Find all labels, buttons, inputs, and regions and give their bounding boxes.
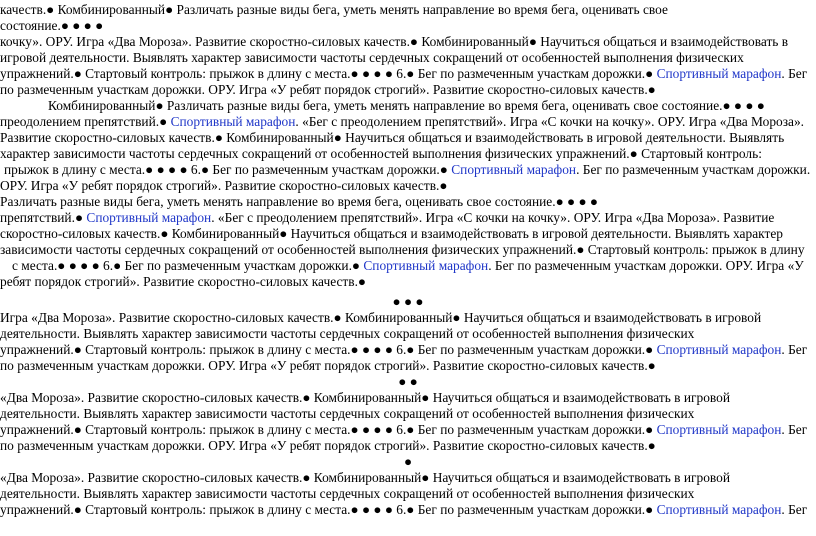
text-run: препятствий.● (0, 210, 87, 225)
text-line: ребят порядок строгий». Развитие скоростно-силовых качеств.● (0, 274, 367, 289)
text-line: деятельности. Выявлять характер зависимости частоты сердечных сокращений от особенностей выполнения физических (0, 406, 695, 421)
text-run: . «Бег с преодолением препятствий». Игра «С кочки на кочку». ОРУ. Игра «Два Мороза». (295, 114, 804, 129)
text-run: . Бег (781, 502, 808, 517)
text-line: состояние.● ● ● ● (0, 18, 104, 33)
text-line: «Два Мороза». Развитие скоростно-силовых качеств.● Комбинированный● Научиться общаться и взаимодействовать в игровой (0, 470, 730, 485)
text-run: . «Бег с преодолением препятствий». Игра «С кочки на кочку». ОРУ. Игра «Два Мороза». Развитие (211, 210, 775, 225)
text-line: Различать разные виды бега, уметь менять направление во время бега, оценивать свое состояние.● ● ● ● (0, 194, 598, 209)
text-line: Игра «Два Мороза». Развитие скоростно-силовых качеств.● Комбинированный● Научиться общаться и взаимодействовать в игровой (0, 310, 762, 325)
text-line (0, 422, 807, 438)
text-run: прыжок в длину с места.● ● ● ● 6.● Бег по размеченным участкам дорожки.● (4, 162, 452, 177)
text-run: упражнений.● Стартовый контроль: прыжок в длину с места.● ● ● ● 6.● Бег по размеченным участкам дорожки.● (0, 502, 657, 517)
text-line: качеств.● Комбинированный● Различать разные виды бега, уметь менять направление во время бега, оценивать свое (0, 2, 668, 17)
text-line (4, 162, 810, 178)
text-run: . Бег (781, 342, 808, 357)
text-run: . Бег по размеченным участкам дорожки. (576, 162, 811, 177)
text-line: деятельности. Выявлять характер зависимости частоты сердечных сокращений от особенностей выполнения физических (0, 326, 695, 341)
text-run: упражнений.● Стартовый контроль: прыжок в длину с места.● ● ● ● 6.● Бег по размеченным участкам дорожки.● (0, 66, 657, 81)
text-line: Комбинированный● Различать разные виды бега, уметь менять направление во время бега, оценивать свое состояние.● ● ● ● (48, 98, 765, 113)
text-line (0, 502, 807, 518)
text-line: кочку». ОРУ. Игра «Два Мороза». Развитие скоростно-силовых качеств.● Комбинированный● Научиться общаться и взаимодействовать в (0, 34, 789, 49)
text-line (0, 114, 804, 130)
sport-marathon-link[interactable]: Спортивный марафон (656, 422, 782, 437)
sport-marathon-link[interactable]: Спортивный марафон (656, 502, 782, 517)
text-run: . Бег (781, 66, 808, 81)
text-line: зависимости частоты сердечных сокращений от особенностей выполнения физических упражнений.● Стартовый контроль: прыжок в длину (0, 242, 805, 257)
text-line (0, 342, 807, 358)
bullet-separator: ● ● (398, 374, 418, 389)
text-line: характер зависимости частоты сердечных сокращений от особенностей выполнения физических упражнений.● Стартовый контроль: (0, 146, 762, 161)
sport-marathon-link[interactable]: Спортивный марафон (656, 342, 782, 357)
text-run: преодолением препятствий.● (0, 114, 171, 129)
text-run: упражнений.● Стартовый контроль: прыжок в длину с места.● ● ● ● 6.● Бег по размеченным участкам дорожки.● (0, 422, 657, 437)
text-line (12, 258, 804, 274)
text-run: . Бег (781, 422, 808, 437)
bullet-separator: ● (403, 454, 413, 469)
sport-marathon-link[interactable]: Спортивный марафон (170, 114, 296, 129)
text-run: с места.● ● ● ● 6.● Бег по размеченным участкам дорожки.● (12, 258, 364, 273)
text-line: «Два Мороза». Развитие скоростно-силовых качеств.● Комбинированный● Научиться общаться и взаимодействовать в игровой (0, 390, 730, 405)
sport-marathon-link[interactable]: Спортивный марафон (656, 66, 782, 81)
sport-marathon-link[interactable]: Спортивный марафон (451, 162, 577, 177)
text-line: ОРУ. Игра «У ребят порядок строгий». Развитие скоростно-силовых качеств.● (0, 178, 448, 193)
sport-marathon-link[interactable]: Спортивный марафон (86, 210, 212, 225)
text-line: по размеченным участкам дорожки. ОРУ. Игра «У ребят порядок строгий». Развитие скоростно-силовых качеств.● (0, 438, 656, 453)
text-line: игровой деятельности. Выявлять характер зависимости частоты сердечных сокращений от особенностей выполнения физических (0, 50, 744, 65)
bullet-separator: ● ● ● (392, 294, 424, 309)
text-run: упражнений.● Стартовый контроль: прыжок в длину с места.● ● ● ● 6.● Бег по размеченным участкам дорожки.● (0, 342, 657, 357)
text-line: по размеченным участкам дорожки. ОРУ. Игра «У ребят порядок строгий». Развитие скоростно-силовых качеств.● (0, 358, 656, 373)
text-line: Развитие скоростно-силовых качеств.● Комбинированный● Научиться общаться и взаимодействовать в игровой деятельности. Выявлять (0, 130, 785, 145)
text-line (0, 210, 774, 226)
text-line: по размеченным участкам дорожки. ОРУ. Игра «У ребят порядок строгий». Развитие скоростно-силовых качеств.● (0, 82, 656, 97)
sport-marathon-link[interactable]: Спортивный марафон (363, 258, 489, 273)
text-run: . Бег по размеченным участкам дорожки. ОРУ. Игра «У (488, 258, 804, 273)
text-line (0, 66, 807, 82)
text-line: деятельности. Выявлять характер зависимости частоты сердечных сокращений от особенностей выполнения физических (0, 486, 695, 501)
text-line: скоростно-силовых качеств.● Комбинированный● Научиться общаться и взаимодействовать в игровой деятельности. Выявлять характер (0, 226, 783, 241)
